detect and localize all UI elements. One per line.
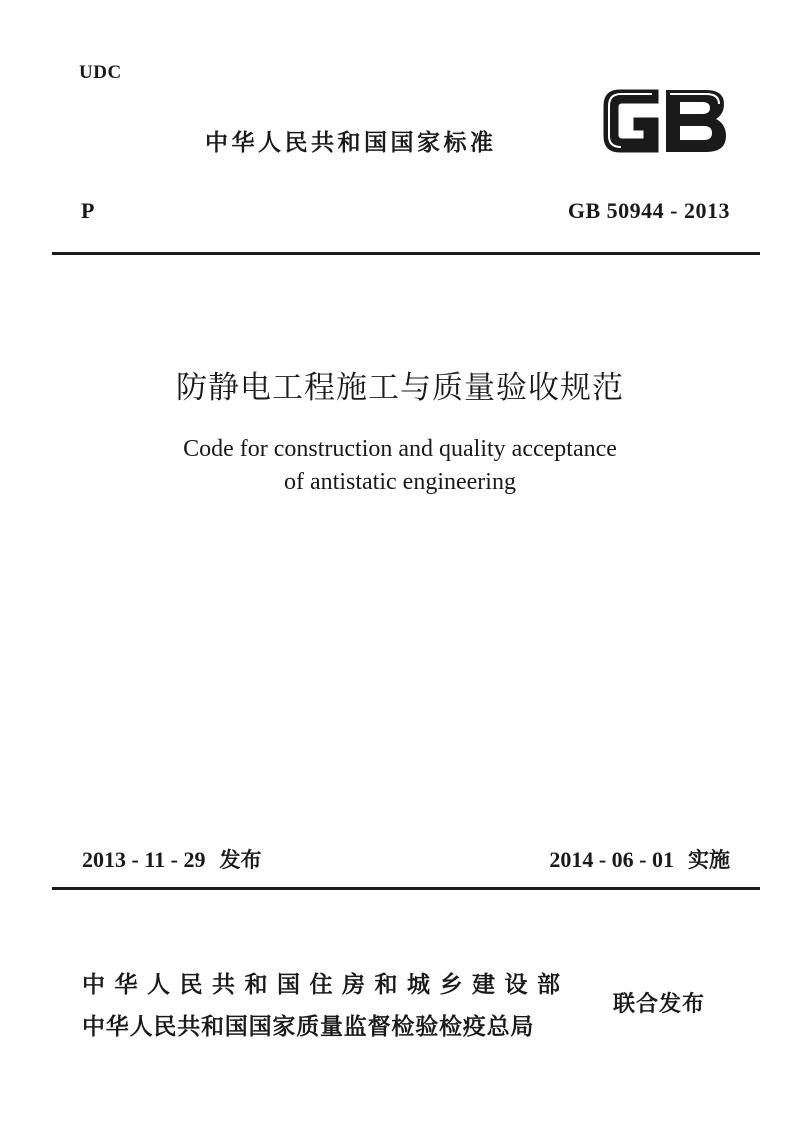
joint-issue-label: 联合发布 — [613, 992, 706, 1017]
standard-number: GB 50944 - 2013 — [567, 198, 730, 223]
udc-label: UDC — [79, 62, 122, 83]
title-chinese: 防静电工程施工与质量验收规范 — [176, 370, 624, 406]
top-divider — [52, 252, 760, 255]
implement-date-block — [549, 844, 730, 874]
implement-date: 2014 - 06 - 01 — [549, 847, 674, 872]
issuer-ministry-housing: 中华人民共和国住房和城乡建设部 — [82, 972, 570, 998]
issue-label: 发布 — [219, 848, 262, 872]
issuer-quality-administration: 中华人民共和国国家质量监督检验检疫总局 — [82, 1014, 535, 1040]
gb-logo — [598, 84, 732, 158]
implement-label: 实施 — [688, 848, 730, 872]
title-english-line1: Code for construction and quality acceptance — [183, 436, 617, 462]
category-code: P — [81, 198, 95, 223]
bottom-divider — [52, 887, 760, 890]
issue-date: 2013 - 11 - 29 — [82, 847, 206, 872]
national-standard-heading: 中华人民共和国国家标准 — [205, 130, 497, 156]
issue-date-block — [82, 844, 261, 874]
title-english-line2: of antistatic engineering — [284, 469, 516, 495]
